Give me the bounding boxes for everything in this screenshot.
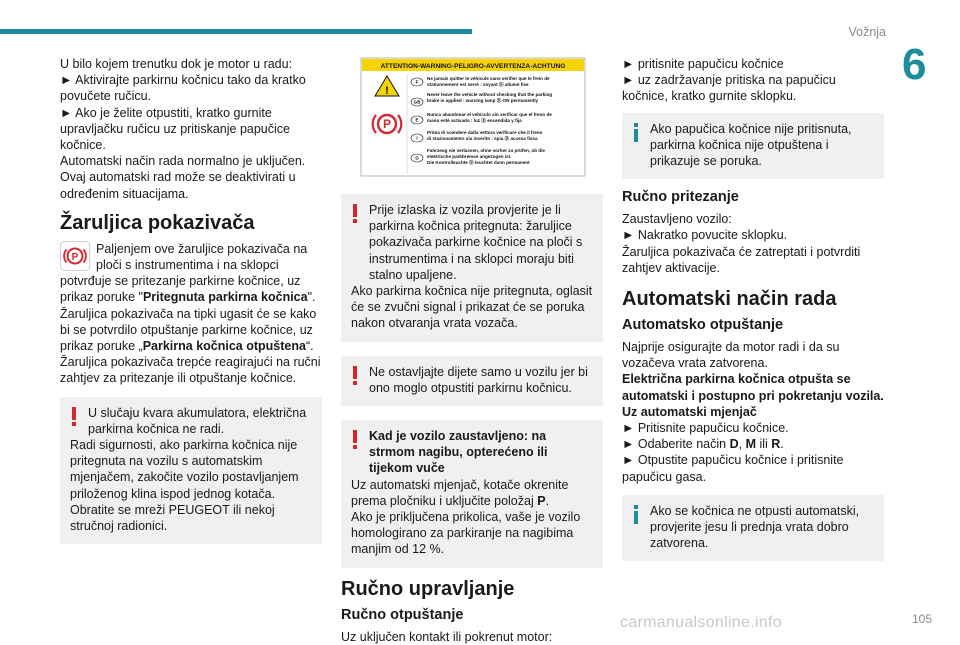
chapter-number: 6 (902, 40, 927, 89)
intro-line: ► Aktivirajte parkirnu kočnicu tako da kratko povučete ručicu. (60, 73, 306, 104)
svg-text:di stazionamento sia inserito: di stazionamento sia inserito : spia ⓟ accesa fissa (427, 136, 538, 141)
subheading-manual-release: Ručno otpuštanje (341, 606, 464, 623)
heading-manual-operation: Ručno upravljanje (341, 577, 515, 600)
svg-text:Ne jamais quitter le véhicule: Ne jamais quitter le véhicule sans vérifier que le frein de (427, 76, 550, 81)
column-2 (341, 56, 603, 645)
exclamation-icon (351, 430, 359, 455)
watermark: carmanualsonline.info (620, 614, 782, 631)
svg-text:GB: GB (413, 99, 421, 105)
header-accent-bar (0, 29, 472, 34)
svg-text:D: D (415, 155, 419, 161)
svg-text:!: ! (385, 85, 389, 97)
svg-text:P: P (71, 251, 79, 263)
svg-text:brake is applied : warning lam: brake is applied : warning lamp ⓟ ON permanently (427, 98, 539, 103)
svg-text:P: P (382, 117, 392, 131)
svg-text:stationnement est serré : voya: stationnement est serré : voyant ⓟ allumé fixe (427, 82, 529, 87)
info-icon (632, 123, 640, 148)
column-3: ► pritisnite papučicu kočnice ► uz zadržavanje pritiska na papučicu kočnice, kratko gurnite sklopku. Ako papučica kočnice nije pritisnuta, parkirna kočnica nije otpuštena i prikazuje se poruka. Ručno pritezanje Zaustavljeno vozilo: ► Nakratko povucite sklopku. Žaruljica pokazivača će zatreptati i potvrditi zahtjev aktivacije. Automatski način rada Automatsko otpuštanje Najprije osigurajte da motor radi i da su vozačeva vrata zatvorena. Električna parkirna kočnica otpušta se automatski i postupno pri pokretanju vozila. Uz automatski mjenjač ► Pritisnite papučicu kočnice. ► Odaberite način D, M ili R. ► Otpustite papučicu kočnice i pritisnite papučicu gasa. Ako se kočnica ne otpusti automatski, provjerite jesu li prednja vrata dobro zatvorena. (622, 56, 884, 561)
svg-text:elektrische parkbremse angezog: elektrische parkbremse angezogen ist. (427, 154, 512, 159)
svg-text:Prima di scendere dalla vettur: Prima di scendere dalla vettura verificare che il freno (427, 130, 543, 135)
lamp-paragraph: Paljenjem ove žaruljice pokazivača na ploči s instrumentima i na sklopci potvrđuje se pritezanje parkirne kočnice, uz prikaz poruke "Pritegnuta parkirna kočnica". (60, 241, 316, 305)
heading-indicator-lamp: Žaruljica pokazivača (60, 211, 255, 234)
svg-text:E: E (415, 117, 419, 123)
warning-box-slope: Kad je vozilo zaustavljeno: na strmom nagibu, opterećeno ili tijekom vuče Uz automatski mjenjač, kotače okrenite prema pločniku i uključite položaj P. Ako je priključena prikolica, vaše je vozilo homologirano za parkiranje na nagibima manjim od 12 %. (341, 420, 603, 568)
heading-automatic-mode: Automatski način rada (622, 288, 837, 311)
svg-text:Fahrzeug nie verlassen, ohne v: Fahrzeug nie verlassen, ohne vorher zu prüfen, ob die (427, 148, 545, 153)
svg-text:F: F (415, 79, 419, 85)
exclamation-icon (351, 204, 359, 229)
parking-brake-warning-lamp-icon (60, 241, 90, 271)
intro-line: ► Ako je želite otpustiti, kratko gurnite upravljačku ručicu uz pritiskanje papučice kočnice. (60, 105, 290, 153)
warning-label-figure (341, 56, 603, 180)
exclamation-icon (70, 407, 78, 432)
warning-box-leave-vehicle: Prije izlaska iz vozila provjerite je li parkirna kočnica pritegnuta: žaruljice pokazivača parkirne kočnice na ploči s instrumentima i na sklopci moraju biti stalno upaljene. Ako parkirna kočnica nije pritegnuta, oglasit će se zvučni signal i prikazat će se poruka nakon otvaranja vrata vozača. (341, 194, 603, 342)
column-1 (60, 56, 322, 544)
subheading-automatic-release: Automatsko otpuštanje (622, 317, 784, 334)
page-number: 105 (912, 612, 933, 626)
svg-text:I: I (416, 135, 418, 141)
section-title: Vožnja (848, 25, 886, 39)
manual-release-paragraph: Uz uključen kontakt ili pokrenut motor: (341, 629, 553, 644)
subheading-manual-apply: Ručno pritezanje (622, 189, 739, 206)
svg-text:Nunca abandonar el vehículo si: Nunca abandonar el vehículo sin verificar que el freno de (427, 112, 552, 117)
info-icon (632, 505, 640, 530)
info-box-doors: Ako se kočnica ne otpusti automatski, provjerite jesu li prednja vrata dobro zatvorena. (622, 495, 884, 562)
warning-box-child: Ne ostavljajte dijete samo u vozilu jer bi ono moglo otpustiti parkirnu kočnicu. (341, 356, 603, 406)
warning-label-title: ATTENTION-WARNING-PELIGRO-AVVERTENZA-ACHTUNG (380, 63, 566, 70)
svg-text:Die Kontrolleuchte ⓟ leuchtet: Die Kontrolleuchte ⓟ leuchtet dann permanent (427, 160, 530, 165)
intro-line: U bilo kojem trenutku dok je motor u radu: (60, 57, 293, 71)
warning-box-battery: U slučaju kvara akumulatora, električna parkirna kočnica ne radi. Radi sigurnosti, ako parkirna kočnica nije pritegnuta na vozilu s automatskim mjenjačem, zakočite vozilo postavljanjem priloženog klina ispod jednog kotača. Obratite se mreži PEUGEOT ili nekoj stručnoj radionici. (60, 397, 322, 545)
info-box-brake-pedal: Ako papučica kočnice nije pritisnuta, parkirna kočnica nije otpuštena i prikazuje se poruka. (622, 113, 884, 180)
intro-line: Ovaj automatski rad može se deaktivirati u određenim situacijama. (60, 170, 296, 201)
svg-text:mano esté activado : luz ⓟ enc: mano esté activado : luz ⓟ encendida y fija (427, 118, 522, 123)
intro-line: Automatski način rada normalno je uključen. (60, 154, 306, 169)
lamp-off-paragraph: Žaruljica pokazivača na tipki ugasit će se kako bi se potvrdilo otpuštanje parkirne kočnice, uz prikaz poruke „Parkirna kočnica otpuštena“. (60, 306, 317, 354)
svg-text:Never leave the vehicle withou: Never leave the vehicle without checking that the parking (427, 92, 553, 97)
exclamation-icon (351, 366, 359, 391)
lamp-blink-paragraph: Žaruljica pokazivača trepće reagirajući na ručni zahtjev za pritezanje ili otpuštanje kočnice. (60, 355, 321, 386)
